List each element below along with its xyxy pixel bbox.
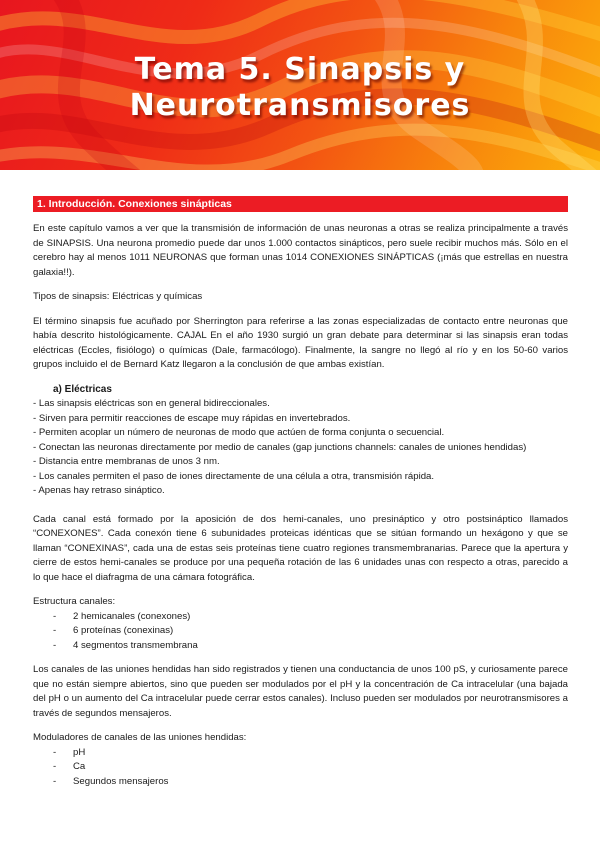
list-item: - Permiten acoplar un número de neuronas de modo que actúen de forma conjunta o secuencial. [33, 427, 445, 438]
document-body [33, 196, 568, 789]
list-item [53, 624, 568, 639]
dash-marker: - [53, 625, 57, 636]
page-title [0, 52, 600, 124]
list-item: - Sirven para permitir reacciones de escape muy rápidas en invertebrados. [33, 412, 351, 424]
list-item: - Los canales permiten el paso de iones directamente de una célula a otra, transmisión rápida. [33, 470, 435, 482]
list-item-text: pH [73, 746, 86, 758]
title-line-1: Tema 5. Sinapsis y [134, 52, 466, 87]
electric-points-list [33, 397, 568, 499]
list-item [53, 775, 568, 790]
list-item-text: 4 segmentos transmembrana [73, 639, 198, 651]
modulators-list [33, 746, 568, 790]
synapse-types-line: Tipos de sinapsis: Eléctricas y químicas [33, 291, 203, 302]
dash-marker: - [53, 610, 57, 622]
list-item [53, 610, 568, 625]
conductance-paragraph: Los canales de las uniones hendidas han sido registrados y tienen una conductancia de unos 100 pS, y curiosamente parece que no están siempre abiertos, sino que pueden ser modulados por el pH y la concentración de Ca intracelular (una bajada del pH o un aumento del Ca intracelular puede cerrar estos canales). Incluso pueden ser modulados por neurotransmisores a través de segundos mensajeros. [33, 664, 568, 719]
list-item: - Apenas hay retraso sináptico. [33, 485, 165, 496]
list-item [53, 760, 568, 775]
history-paragraph: El término sinapsis fue acuñado por Sherrington para referirse a las zonas especializadas de contacto entre neuronas que había descrito histológicamente. CAJAL En el año 1930 surgió un gran debate para determinar si las sinapsis eran todas eléctricas (Eccles, fisiólogo) o químicas (Dale, farmacólogo). Finalmente, la sangre no llegó al río y en los 50-60 varios grupos incluido el de Bernard Katz llegaron a la conclusión de que ambas existían. [33, 315, 568, 370]
list-item-text: 2 hemicanales (conexones) [73, 610, 191, 622]
structure-heading: Estructura canales: [33, 596, 116, 607]
list-item [53, 746, 568, 761]
title-banner [0, 0, 600, 170]
list-item: - Distancia entre membranas de unos 3 nm. [33, 456, 220, 467]
dash-marker: - [53, 639, 57, 651]
list-item [53, 639, 568, 654]
list-item-text: 6 proteínas (conexinas) [73, 625, 174, 636]
modulators-heading: Moduladores de canales de las uniones hendidas: [33, 732, 247, 743]
list-item-text: Segundos mensajeros [73, 775, 169, 787]
section-heading: 1. Introducción. Conexiones sinápticas [33, 196, 568, 212]
structure-list [33, 610, 568, 654]
subsection-heading-electric: a) Eléctricas [53, 383, 112, 395]
list-item-text: Ca [73, 761, 86, 772]
dash-marker: - [53, 761, 57, 772]
list-item: - Las sinapsis eléctricas son en general bidireccionales. [33, 398, 270, 409]
list-item: - Conectan las neuronas directamente por medio de canales (gap junctions channels: canales de uniones hendidas) [33, 441, 527, 453]
dash-marker: - [53, 746, 57, 758]
dash-marker: - [53, 775, 57, 787]
intro-paragraph: En este capítulo vamos a ver que la transmisión de información de unas neuronas a otras se realiza principalmente a través de SINAPSIS. Una neurona promedio puede dar unos 1.000 contactos sinápticos, pero suele recibir muchos más. Sólo en el cerebro hay al menos 1011 NEURONAS que forman unas 1014 CONEXIONES SINÁPTICAS (¡más que estrellas en nuestra galaxia!!). [33, 223, 568, 278]
title-line-2: Neurotransmisores [129, 88, 471, 123]
channel-paragraph: Cada canal está formado por la aposición de dos hemi-canales, uno presináptico y otro postsináptico llamados “CONEXONES”. Cada conexón tiene 6 subunidades proteicas idénticas que se sitúan formando un hexágono y que se llaman “CONEXINAS”, cada una de estas seis proteínas tiene cuatro regiones transmembranarias. Parece que la apertura y cierre de estos hemi-canales se produce por una pequeña rotación de las 6 unidades unas con respecto a otras, parecido a lo que hace el diafragma de una cámara fotográfica. [33, 513, 568, 583]
